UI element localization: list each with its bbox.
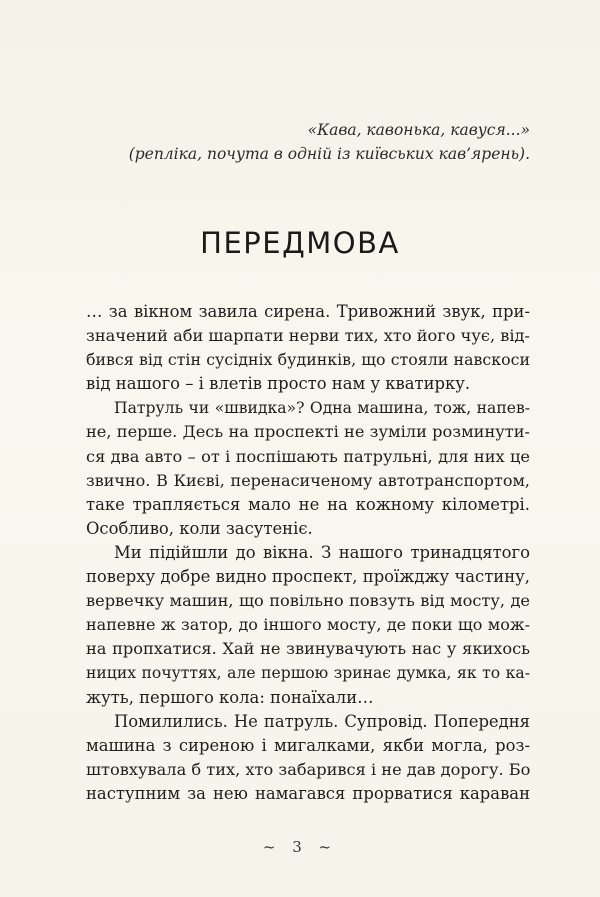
text-line: Ми підійшли до вікна. З нашого тринадцятого xyxy=(114,542,530,562)
text-line: штовхувала б тих, хто забарився і не дав дорогу. Бо xyxy=(86,759,531,779)
text-line: вервечку машин, що повільно повзуть від мосту, де xyxy=(86,591,530,611)
epigraph-source: (репліка, почута в одній із київських кав’ярень). xyxy=(128,145,530,163)
text-line: ницих почуттях, але першою зринає думка, як то ка- xyxy=(86,664,530,683)
text-line: наступним за нею намагався прорватися караван xyxy=(86,783,530,803)
text-line: Помилились. Не патруль. Супровід. Попередня xyxy=(114,711,530,731)
text-line: таке трапляється мало не на кожному кілометрі. xyxy=(86,494,530,514)
chapter-title: ПЕРЕДМОВА xyxy=(200,226,400,260)
text-line: на пропхатися. Хай не звинувачують нас у якихось xyxy=(86,639,530,659)
text-line: ся два авто – от і поспішають патрульні, для них це xyxy=(86,446,530,466)
text-line: Патруль чи «швидка»? Одна машина, тож, напев- xyxy=(114,399,530,418)
text-line: звично. В Києві, перенасиченому автотранспортом, xyxy=(86,470,530,490)
text-line: Особливо, коли засутеніє. xyxy=(86,518,313,538)
text-line: напевне ж затор, до іншого мосту, де поки що мож- xyxy=(86,615,530,635)
text-line: значений аби шарпати нерви тих, хто його чує, від- xyxy=(86,326,530,346)
text-line: … за вікном завила сирена. Тривожний звук, при- xyxy=(86,302,530,321)
text-line: бився від стін сусідніх будинків, що стояли навскоси xyxy=(86,350,530,370)
text-line: від нашого – і влетів просто нам у кватирку. xyxy=(86,374,471,394)
text-line: жуть, першого кола: понаїхали… xyxy=(86,687,374,707)
epigraph-quote: «Кава, кавонька, кавуся...» xyxy=(307,121,530,139)
text-line: поверху добре видно проспект, проїжджу частину, xyxy=(86,567,530,587)
epigraph xyxy=(129,118,530,166)
text-line: не, перше. Десь на проспекті не зуміли розминути- xyxy=(86,422,530,442)
text-line: машина з сиреною і мигалками, якби могла, роз- xyxy=(86,735,530,755)
page-number: ~ 3 ~ xyxy=(262,838,338,856)
body-text xyxy=(86,300,530,806)
